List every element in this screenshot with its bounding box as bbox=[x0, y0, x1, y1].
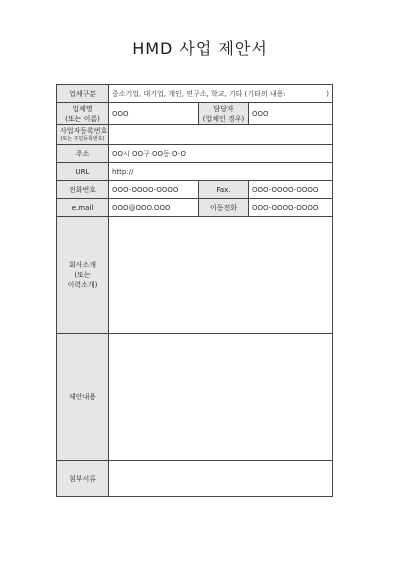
row-bizreg bbox=[57, 125, 333, 145]
row-address bbox=[57, 145, 333, 163]
intro-label-line3: 이력소개) bbox=[67, 281, 98, 289]
intro-label-line2: (또는 bbox=[74, 271, 91, 279]
attachment-label: 첨부서류 bbox=[57, 461, 109, 497]
category-close: ) bbox=[326, 89, 330, 98]
intro-label-line1: 회사소개 bbox=[68, 261, 97, 269]
bizreg-field[interactable] bbox=[109, 125, 333, 145]
proposal-field[interactable] bbox=[109, 334, 333, 461]
row-proposal bbox=[57, 334, 333, 461]
address-field[interactable]: OO시 OO구 OO동 O-O bbox=[109, 145, 333, 163]
url-label: URL bbox=[57, 163, 109, 181]
fax-label: Fax. bbox=[199, 181, 249, 199]
mobile-field[interactable]: OOO-OOOO-OOOO bbox=[249, 199, 333, 217]
bizreg-label-cell bbox=[57, 125, 109, 145]
company-field[interactable]: OOO bbox=[109, 103, 199, 125]
proposal-form-table bbox=[56, 84, 333, 497]
category-label: 업체구분 bbox=[57, 85, 109, 103]
attachment-field[interactable] bbox=[109, 461, 333, 497]
row-phone bbox=[57, 181, 333, 199]
contact-label-cell bbox=[199, 103, 249, 125]
contact-label: 담당자 bbox=[213, 104, 234, 113]
row-attachment bbox=[57, 461, 333, 497]
row-email bbox=[57, 199, 333, 217]
company-label-sub: (또는 이름) bbox=[65, 114, 100, 123]
fax-field[interactable]: OOO-OOOO-OOOO bbox=[249, 181, 333, 199]
category-value: 중소기업, 대기업, 개인, 연구소, 학교, 기타 (기타의 내용: bbox=[112, 89, 286, 98]
row-url bbox=[57, 163, 333, 181]
category-field[interactable] bbox=[109, 85, 333, 103]
row-category bbox=[57, 85, 333, 103]
proposal-label: 제안내용 bbox=[57, 334, 109, 461]
email-field[interactable]: OOO@OOO.OOO bbox=[109, 199, 199, 217]
page-title: HMD 사업 제안서 bbox=[132, 39, 268, 58]
intro-field[interactable] bbox=[109, 217, 333, 334]
bizreg-label-sub: (또는 주민등록번호) bbox=[60, 136, 105, 142]
mobile-label: 이동전화 bbox=[199, 199, 249, 217]
email-label: e.mail bbox=[57, 199, 109, 217]
phone-label: 전화번호 bbox=[57, 181, 109, 199]
contact-field[interactable]: OOO bbox=[249, 103, 333, 125]
url-field[interactable]: http:// bbox=[109, 163, 333, 181]
phone-field[interactable]: OOO-OOOO-OOOO bbox=[109, 181, 199, 199]
address-label: 주소 bbox=[57, 145, 109, 163]
company-label-cell bbox=[57, 103, 109, 125]
bizreg-label: 사업자등록번호 bbox=[60, 127, 108, 135]
contact-label-sub: (업체인 경우) bbox=[202, 114, 245, 123]
company-label: 업체명 bbox=[72, 104, 93, 113]
intro-label-cell bbox=[57, 217, 109, 334]
row-intro bbox=[57, 217, 333, 334]
row-company bbox=[57, 103, 333, 125]
